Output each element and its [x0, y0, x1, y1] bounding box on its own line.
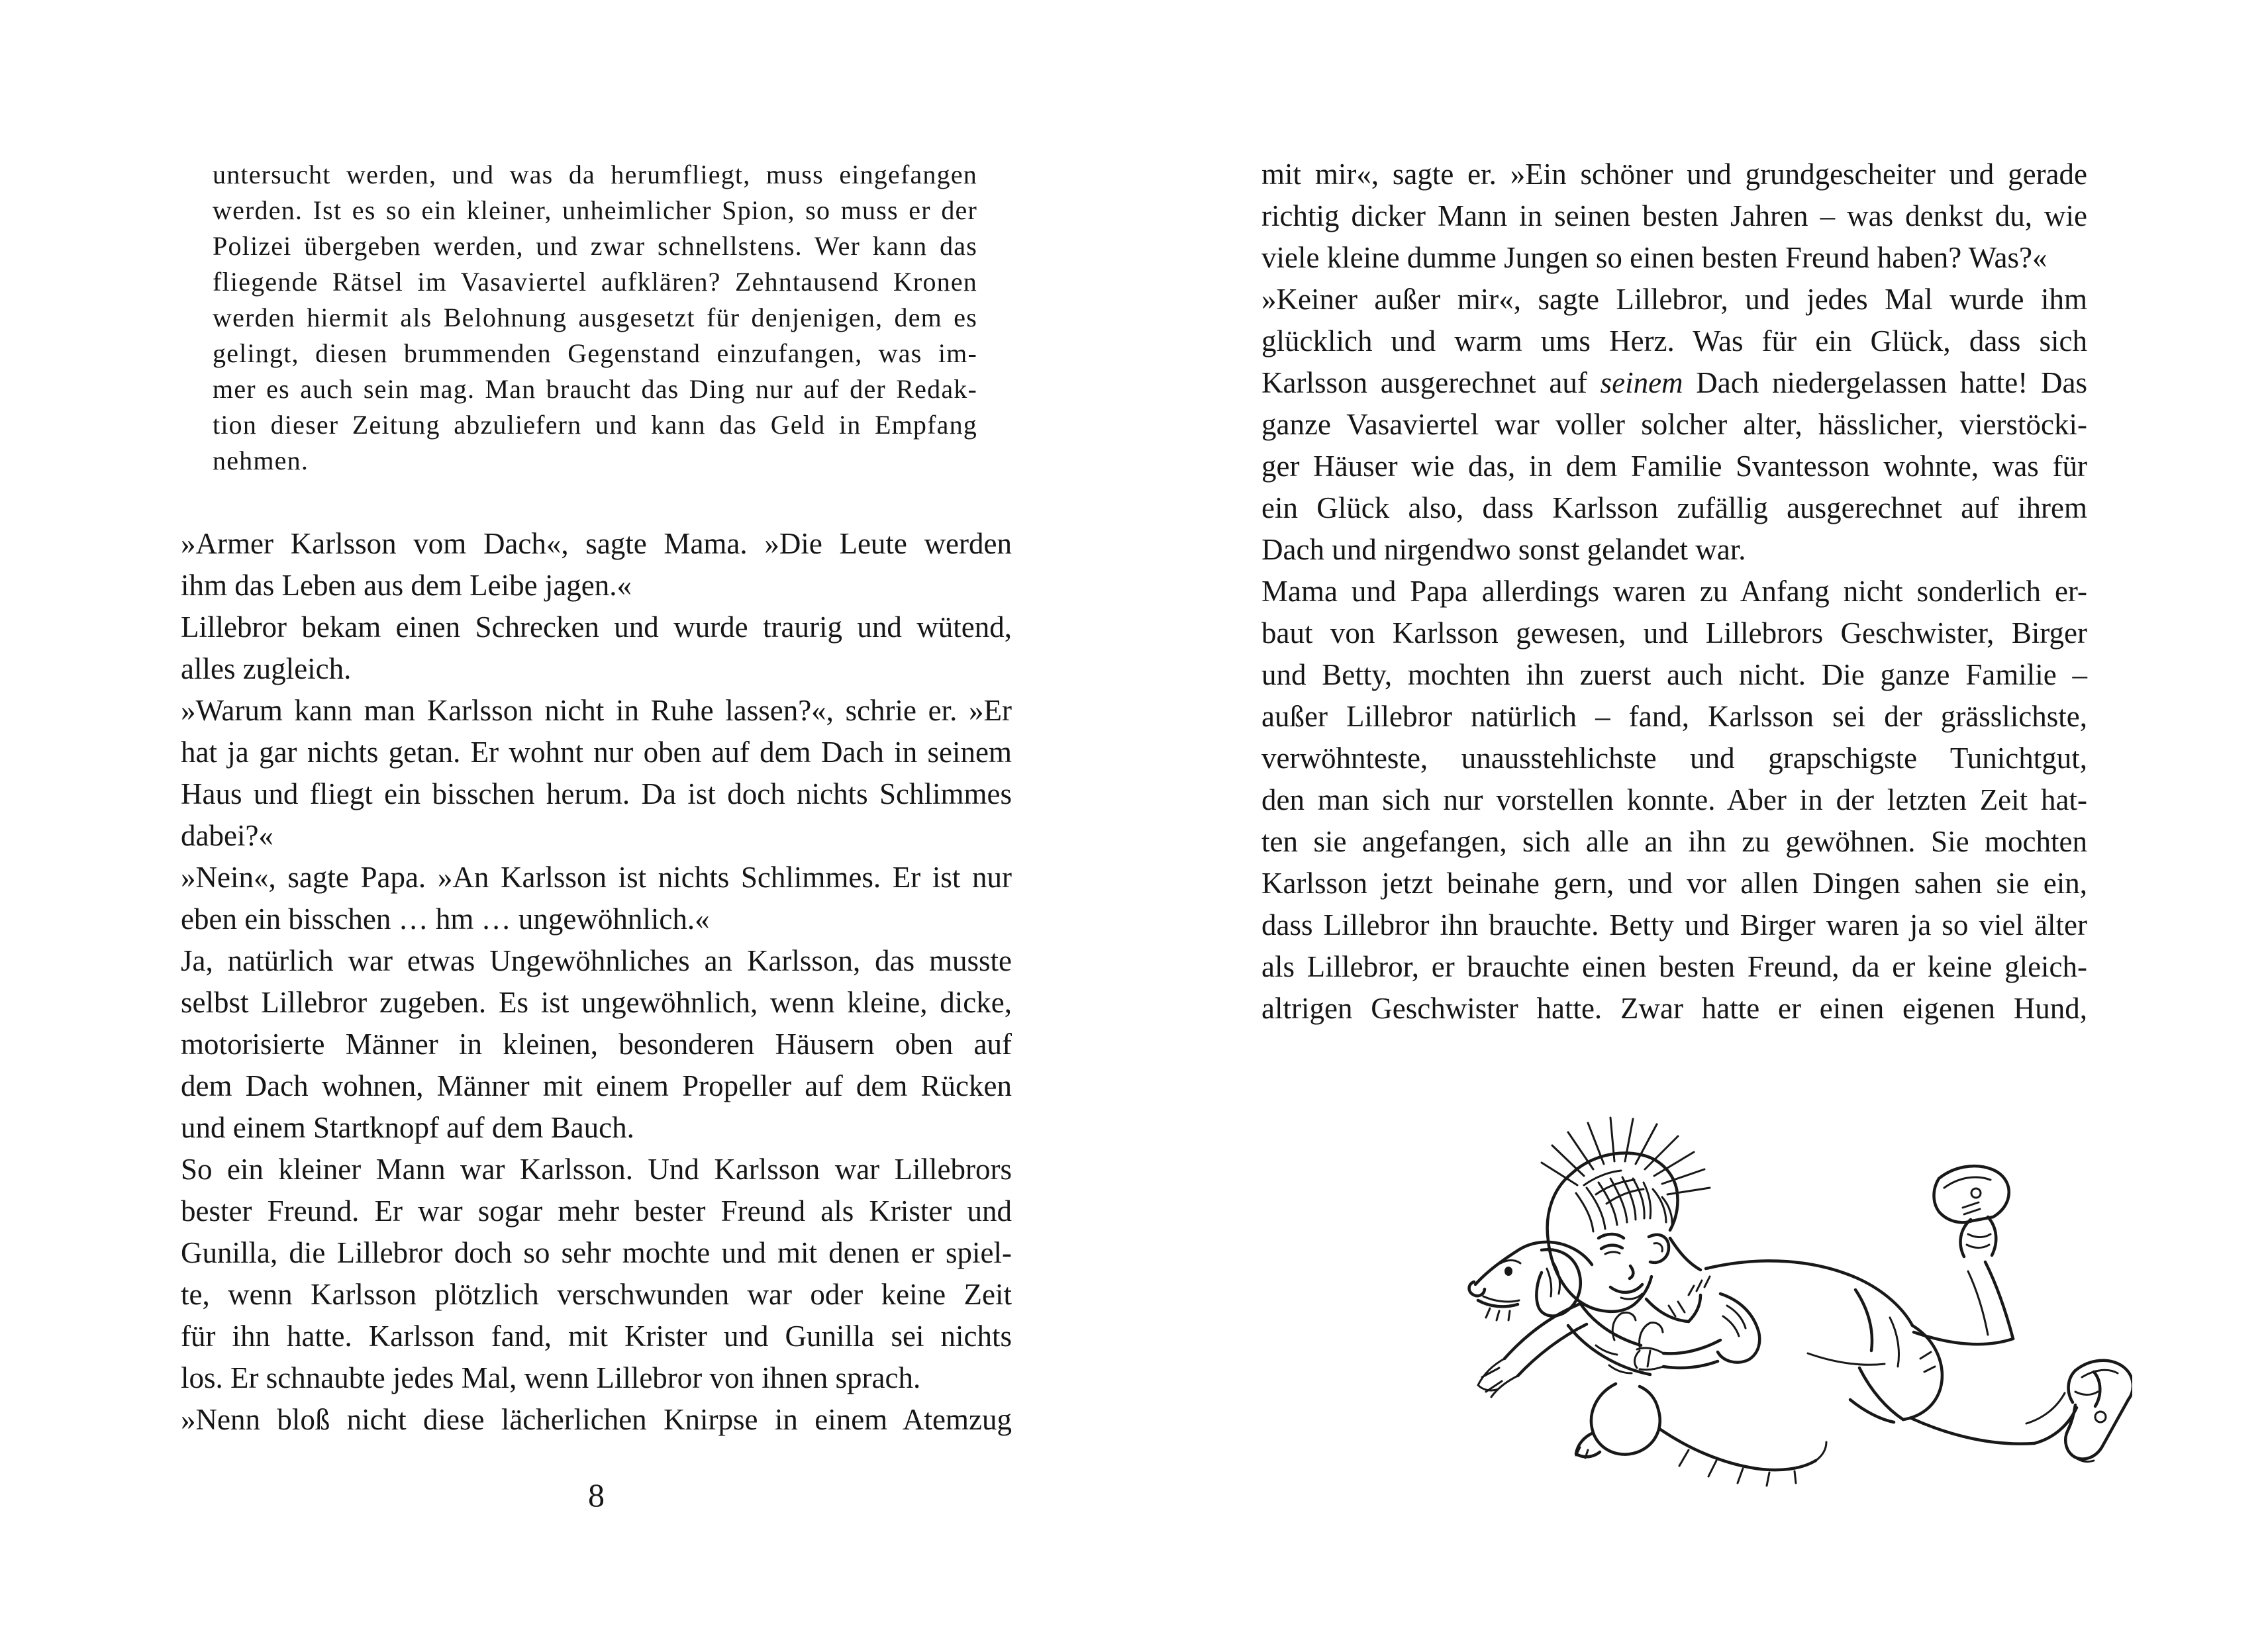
text-line: Ja, natürlich war etwas Ungewöhnliches an Karlsson, das musste [181, 944, 1012, 977]
text-line: ein Glück also, dass Karlsson zufällig ausgerechnet auf ihrem [1261, 491, 2087, 524]
page-number: 8 [588, 1476, 605, 1514]
text-line: Karlsson jetzt beinahe gern, und vor allen Dingen sahen sie ein, [1261, 867, 2087, 900]
text-line: bester Freund. Er war sogar mehr bester Freund als Krister und [181, 1194, 1012, 1228]
text-line: mer es auch sein mag. Man braucht das Ding nur auf der Redak- [213, 374, 977, 404]
text-line: »Nein«, sagte Papa. »An Karlsson ist nichts Schlimmes. Er ist nur [181, 861, 1012, 894]
text-line: »Armer Karlsson vom Dach«, sagte Mama. »Die Leute werden [181, 527, 1012, 560]
text-line: Karlsson ausgerechnet auf seinem Dach niedergelassen hatte! Das [1261, 366, 2087, 399]
left-body-text [181, 523, 1012, 1441]
text-line: Polizei übergeben werden, und zwar schnellstens. Wer kann das [213, 231, 977, 261]
text-line: altrigen Geschwister hatte. Zwar hatte er einen eigenen Hund, [1261, 992, 2087, 1025]
text-line: dem Dach wohnen, Männer mit einem Propeller auf dem Rücken [181, 1069, 1012, 1102]
boy-figure [1478, 1118, 2132, 1462]
text-line: fliegende Rätsel im Vasaviertel aufklären? Zehntausend Kronen [213, 267, 977, 297]
text-line: dabei?« [181, 819, 273, 852]
text-line: tion dieser Zeitung abzuliefern und kann das Geld in Empfang [213, 410, 977, 440]
newspaper-quote-block [213, 157, 977, 479]
boy-and-puppy-illustration [1410, 1107, 2132, 1544]
text-line: »Keiner außer mir«, sagte Lillebror, und jedes Mal wurde ihm [1261, 283, 2087, 316]
text-line: außer Lillebror natürlich – fand, Karlsson sei der grässlichste, [1261, 700, 2087, 733]
text-line: gelingt, diesen brummenden Gegenstand einzufangen, was im- [213, 338, 977, 368]
text-line: ganze Vasaviertel war voller solcher alter, hässlicher, vierstöcki- [1261, 408, 2087, 441]
text-line: dass Lillebror ihn brauchte. Betty und Birger waren ja so viel älter [1261, 908, 2087, 942]
right-body-text [1261, 154, 2087, 1030]
text-line: glücklich und warm ums Herz. Was für ein Glück, dass sich [1261, 324, 2087, 358]
text-line: eben ein bisschen … hm … ungewöhnlich.« [181, 902, 710, 936]
text-line: selbst Lillebror zugeben. Es ist ungewöhnlich, wenn kleine, dicke, [181, 986, 1012, 1019]
text-line: für ihn hatte. Karlsson fand, mit Krister und Gunilla sei nichts [181, 1320, 1012, 1353]
text-line: viele kleine dumme Jungen so einen besten Freund haben? Was?« [1261, 241, 2047, 274]
text-line: Haus und fliegt ein bisschen herum. Da ist doch nichts Schlimmes [181, 777, 1012, 810]
text-line: den man sich nur vorstellen konnte. Aber in der letzten Zeit hat- [1261, 783, 2087, 816]
text-line: baut von Karlsson gewesen, und Lillebrors Geschwister, Birger [1261, 616, 2087, 650]
text-line: Gunilla, die Lillebror doch so sehr mochte und mit denen er spiel- [181, 1236, 1012, 1269]
text-line: und einem Startknopf auf dem Bauch. [181, 1111, 634, 1144]
text-line: los. Er schnaubte jedes Mal, wenn Lillebror von ihnen sprach. [181, 1361, 921, 1394]
text-line: werden. Ist es so ein kleiner, unheimlicher Spion, so muss er der [213, 195, 977, 225]
text-line: Dach und nirgendwo sonst gelandet war. [1261, 533, 1746, 566]
text-line: als Lillebror, er brauchte einen besten Freund, da er keine gleich- [1261, 950, 2087, 983]
text-line: hat ja gar nichts getan. Er wohnt nur oben auf dem Dach in seinem [181, 736, 1012, 769]
text-line: ihm das Leben aus dem Leibe jagen.« [181, 569, 632, 602]
text-line: untersucht werden, und was da herumfliegt, muss eingefangen [213, 160, 977, 189]
text-line: mit mir«, sagte er. »Ein schöner und grundgescheiter und gerade [1261, 158, 2087, 191]
text-line: »Nenn bloß nicht diese lächerlichen Knirpse in einem Atemzug [181, 1403, 1012, 1436]
text-line: richtig dicker Mann in seinen besten Jahren – was denkst du, wie [1261, 199, 2087, 232]
text-line: So ein kleiner Mann war Karlsson. Und Karlsson war Lillebrors [181, 1153, 1012, 1186]
text-line: und Betty, mochten ihn zuerst auch nicht. Die ganze Familie – [1261, 658, 2087, 691]
illustration-svg [1410, 1107, 2132, 1544]
text-line: verwöhnteste, unausstehlichste und grapschigste Tunichtgut, [1261, 742, 2087, 775]
text-line: ten sie angefangen, sich alle an ihn zu gewöhnen. Sie mochten [1261, 825, 2087, 858]
text-line: werden hiermit als Belohnung ausgesetzt für denjenigen, dem es [213, 303, 977, 332]
text-line: motorisierte Männer in kleinen, besonderen Häusern oben auf [181, 1028, 1012, 1061]
text-line: »Warum kann man Karlsson nicht in Ruhe lassen?«, schrie er. »Er [181, 694, 1012, 727]
text-line: te, wenn Karlsson plötzlich verschwunden war oder keine Zeit [181, 1278, 1012, 1311]
text-line: ger Häuser wie das, in dem Familie Svantesson wohnte, was für [1261, 450, 2087, 483]
text-line: alles zugleich. [181, 652, 352, 685]
right-page [1134, 0, 2268, 1642]
text-line: Mama und Papa allerdings waren zu Anfang nicht sonderlich er- [1261, 575, 2087, 608]
text-line: nehmen. [213, 446, 309, 475]
text-line: Lillebror bekam einen Schrecken und wurde traurig und wütend, [181, 610, 1012, 644]
